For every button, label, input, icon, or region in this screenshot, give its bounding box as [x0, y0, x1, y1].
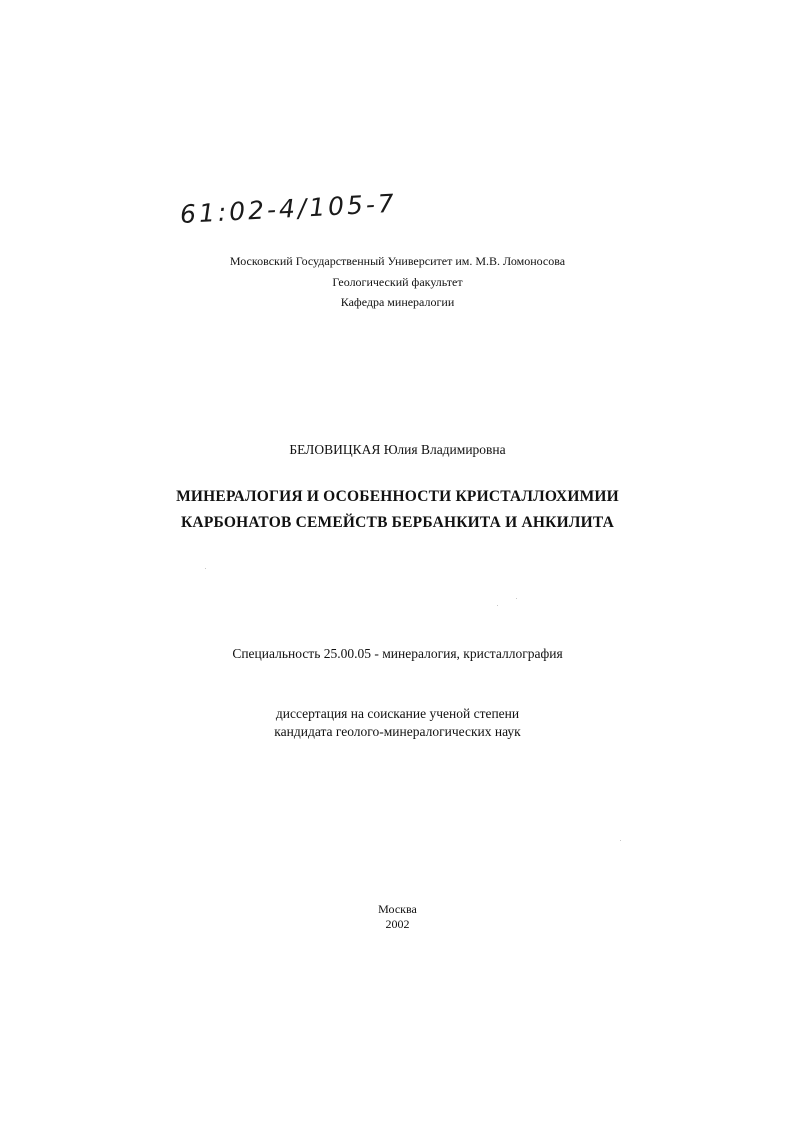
degree-line-2: кандидата геолого-минералогических наук [274, 724, 521, 739]
university-name: Московский Государственный Университет им. М.В. Ломоносова [229, 254, 566, 268]
scan-speck [497, 605, 498, 606]
specialty: Специальность 25.00.05 - минералогия, кристаллография [232, 646, 563, 661]
scan-speck [516, 598, 517, 599]
title-line-1: МИНЕРАЛОГИЯ И ОСОБЕННОСТИ КРИСТАЛЛОХИМИИ [176, 488, 619, 505]
scan-speck [620, 840, 621, 841]
year: 2002 [385, 917, 410, 931]
faculty-name: Геологический факультет [332, 275, 463, 289]
scan-speck [205, 568, 206, 569]
degree-line-1: диссертация на соискание ученой степени [275, 706, 520, 721]
author-name: БЕЛОВИЦКАЯ Юлия Владимировна [289, 442, 506, 457]
department-name: Кафедра минералогии [340, 295, 455, 309]
title-line-2: КАРБОНАТОВ СЕМЕЙСТВ БЕРБАНКИТА И АНКИЛИТА [180, 514, 614, 531]
handwritten-archive-code: 61:02-4/105-7 [179, 188, 398, 229]
city: Москва [378, 902, 417, 916]
